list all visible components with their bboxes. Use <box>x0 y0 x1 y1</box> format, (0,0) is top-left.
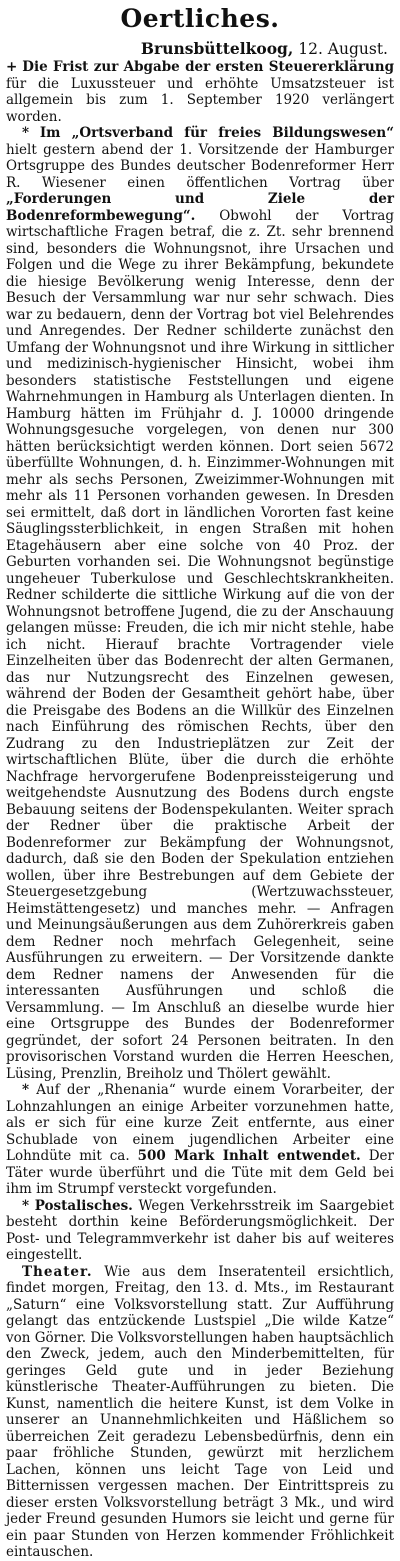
dateline <box>6 40 388 58</box>
article-rhenania <box>6 1082 394 1198</box>
article-postalisches <box>6 1198 394 1264</box>
article-marker-cross: + <box>6 59 18 75</box>
dateline-date: 12. August. <box>298 40 388 58</box>
article-body: Wegen Verkehrsstreik im Saargebiet besteht dorthin keine Beförderungsmöglichkeit. Der Post- und Telegrammverkehr ist daher bis auf weiteres eingestellt. <box>6 1197 394 1263</box>
section-title: Oertliches. <box>120 4 280 33</box>
article-body: für die Luxussteuer und erhöhte Umsatzsteuer ist allgemein bis zum 1. September 1920 verlängert worden. <box>6 75 394 125</box>
article-lead: Postalisches. <box>34 1197 133 1214</box>
article-ortsverband <box>6 125 394 1082</box>
article-body: hielt gestern abend der 1. Vorsitzende der Hamburger Ortsgruppe des Bundes deutscher Bodenreformer Herr R. Wiesener einen öffentlichen Vortrag über <box>6 141 394 191</box>
article-marker-asterisk: * <box>22 1197 30 1214</box>
article-body-cont: Obwohl der Vortrag wirtschaftliche Fragen betraf, die z. Zt. sehr brennend sind, besonders die Wohnungsnot, ihre Ursachen und Folgen und die Wege zu ihrer Bekämpfung, bekundete die hiesige Bevölkerung wenig Interesse, denn der Besuch der Versammlung war nur sehr schwach. Dies war zu bedauern, denn der Vortrag bot viel Belehrendes und Anregendes. Der Redner schilderte zunächst den Umfang der Wohnungsnot und ihre Wirkung in sittlicher und medizinisch-hygienischer Hinsicht, wobei ihm besonders statistische Feststellungen und eigene Wahrnehmungen in Hamburg als Unterlagen dienten. In Hamburg hätten im Frühjahr d. J. 10000 dringende Wohnungsgesuche vorgelegen, von denen nur 300 hätten berücksichtigt werden können. Dort seien 5672 überfüllte Wohnungen, d. h. Einzimmer-Wohnungen mit mehr als sechs Personen, Zweizimmer-Wohnungen mit mehr als 11 Personen vorhanden gewesen. In Dresden sei ermittelt, daß dort in ländlichen Vororten fast keine Säuglingssterblichkeit, in engen Straßen mit hohen Etagehäusern aber eine solche von 40 Proz. der Geburten vorhanden sei. Die Wohnungsnot begünstige ungeheuer Tuberkulose und Geschlechtskrankheiten. Redner schilderte die sittliche Wirkung auf die von der Wohnungsnot betroffene Jugend, die zu der Anschauung gelangen müsse: Freuden, die ich mir nicht stehle, habe ich nicht. Hierauf brachte Vortragender viele Einzelheiten über das Bodenrecht der alten Germanen, das nur Nutzungsrecht des Einzelnen gewesen, während der Boden der Gesamtheit gehört habe, über die Preisgabe des Bodens an die Willkür des Einzelnen nach Einführung des römischen Rechts, über den Zudrang zu den Industrieplätzen zur Zeit der wirtschaftlichen Blüte, über die durch die erhöhte Nachfrage hervorgerufene Bodenpreissteigerung und weitgehendste Ausnutzung des Bodens durch engste Bebauung seitens der Bodenspekulanten. Weiter sprach der Redner über die praktische Arbeit der Bodenreformer zur Bekämpfung der Wohnungsnot, dadurch, daß sie den Boden der Spekulation entziehen wollen, über ihre Bestrebungen auf dem Gebiete der Steuergesetzgebung (Wertzuwachssteuer, Heimstättengesetz) und manches mehr. — Anfragen und Meinungsäußerungen aus dem Zuhörerkreis gaben dem Redner noch mehrfach Gelegenheit, seine Ausführungen zu erweitern. — Der Vorsitzende dankte dem Redner namens der Anwesenden für die interessanten Ausführungen und schloß die Versammlung. — Im Anschluß an dieselbe wurde hier eine Ortsgruppe des Bundes der Bodenreformer gegründet, der sofort 24 Personen beitraten. In den provisorischen Vorstand wurden die Herren Heeschen, Lüsing, Prenzlin, Breiholz und Thölert gewählt. <box>6 207 394 1082</box>
article-body: Wie aus dem Inseratenteil ersichtlich, findet morgen, Freitag, den 13. d. Mts., im Restaurant „Saturn“ eine Volksvorstellung statt. Zur Aufführung gelangt das entzückende Lustspiel „Die wilde Katze“ von Görner. Die Volksvorstellungen haben hauptsächlich den Zweck, jedem, auch den Minderbemittelten, für geringes Geld gute und in jeder Beziehung künstlerische Theater-Aufführungen zu bieten. Die Kunst, namentlich die heitere Kunst, ist dem Volke in unserer an Unannehmlichkeiten und Häßlichem so überreichen Zeit geradezu Lebensbedürfnis, denn ein paar fröhliche Stunden, gewürzt mit herzlichem Lachen, können uns leicht Tage von Leid und Bitternissen vergessen machen. Der Eintrittspreis zu dieser ersten Volksvorstellung beträgt 3 Mk., und wird jeder Freund gesunden Humors sie leicht und gerne für ein paar Stunden von Herzen kommender Fröhlichkeit eintauschen. <box>6 1263 395 1560</box>
article-lead: Im „Ortsverband für freies Bildungswesen“ <box>39 125 395 141</box>
article-body: Auf der „Rhenania“ wurde einem Vorarbeiter, der Lohnzahlungen an einige Arbeiter vorzunehmen hatte, als er sich für eine kurze Zeit entfernte, aus einer Schublade von einem jugendlichen Arbeiter eine Lohndüte mit ca. <box>6 1082 395 1164</box>
article-theater <box>6 1264 394 1561</box>
lecture-title: „Forderungen und Ziele der Bodenreformbewegung“. <box>6 191 394 224</box>
article-frist <box>6 59 394 125</box>
article-marker-asterisk: * <box>22 1082 30 1098</box>
dateline-place: Brunsbüttelkoog, <box>140 39 294 58</box>
article-lead: Die Frist zur Abgabe der ersten Steuererklärung <box>22 59 395 75</box>
article-lead: Theater. <box>22 1263 93 1280</box>
article-body-cont: Der Täter wurde überführt und die Tüte mit dem Geld bei ihm im Strumpf versteckt vorgefunden. <box>6 1148 395 1197</box>
article-marker-asterisk: * <box>22 125 30 141</box>
stolen-amount: 500 Mark Inhalt entwendet. <box>137 1148 361 1164</box>
